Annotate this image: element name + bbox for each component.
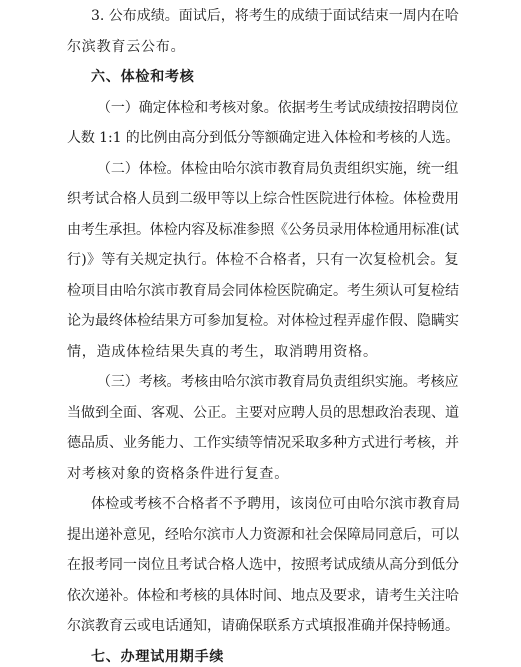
paragraph-line: 当做到全面、客观、公正。主要对应聘人员的思想政治表现、道 xyxy=(67,405,459,421)
paragraph-line: 体检或考核不合格者不予聘用，该岗位可由哈尔滨市教育局 xyxy=(91,496,461,512)
paragraph-line: （二）体检。体检由哈尔滨市教育局负责组织实施，统一组 xyxy=(97,161,459,177)
paragraph-line: 提出递补意见，经哈尔滨市人力资源和社会保障局同意后，可以 xyxy=(67,527,459,543)
section-heading: 六、体检和考核 xyxy=(91,69,195,85)
paragraph-line: 检项目由哈尔滨市教育局会同体检医院确定。考生须认可复检结 xyxy=(67,283,459,299)
paragraph-line: 织考试合格人员到二级甲等以上综合性医院进行体检。体检费用 xyxy=(67,191,459,207)
paragraph-line: 在报考同一岗位且考试合格人选中，按照考试成绩从高分到低分 xyxy=(67,557,459,573)
paragraph-line: 3. 公布成绩。面试后，将考生的成绩于面试结束一周内在哈 xyxy=(91,8,459,24)
paragraph-line: （一）确定体检和考核对象。依据考生考试成绩按招聘岗位 xyxy=(97,100,459,116)
paragraph-line: 对考核对象的资格条件进行复查。 xyxy=(67,466,289,482)
paragraph-line: 尔滨教育云或电话通知，请确保联系方式填报准确并保持畅通。 xyxy=(67,618,459,634)
paragraph-line: （三）考核。考核由哈尔滨市教育局负责组织实施。考核应 xyxy=(97,374,459,390)
paragraph-line: 人数 1:1 的比例由高分到低分等额确定进入体检和考核的人选。 xyxy=(67,130,460,146)
paragraph-line: 论为最终体检结果方可参加复检。对体检过程弄虚作假、隐瞒实 xyxy=(67,313,459,329)
paragraph-line: 依次递补。体检和考核的具体时间、地点及要求，请考生关注哈 xyxy=(67,588,459,604)
paragraph-line: 由考生承担。体检内容及标准参照《公务员录用体检通用标准(试 xyxy=(67,222,459,238)
paragraph-line: 情，造成体检结果失真的考生，取消聘用资格。 xyxy=(67,344,378,360)
paragraph-line: 德品质、业务能力、工作实绩等情况采取多种方式进行考核，并 xyxy=(67,435,459,451)
paragraph-line: 尔滨教育云公布。 xyxy=(67,39,186,55)
section-heading: 七、办理试用期手续 xyxy=(91,649,225,665)
paragraph-line: 行)》等有关规定执行。体检不合格者，只有一次复检机会。复 xyxy=(67,252,459,268)
